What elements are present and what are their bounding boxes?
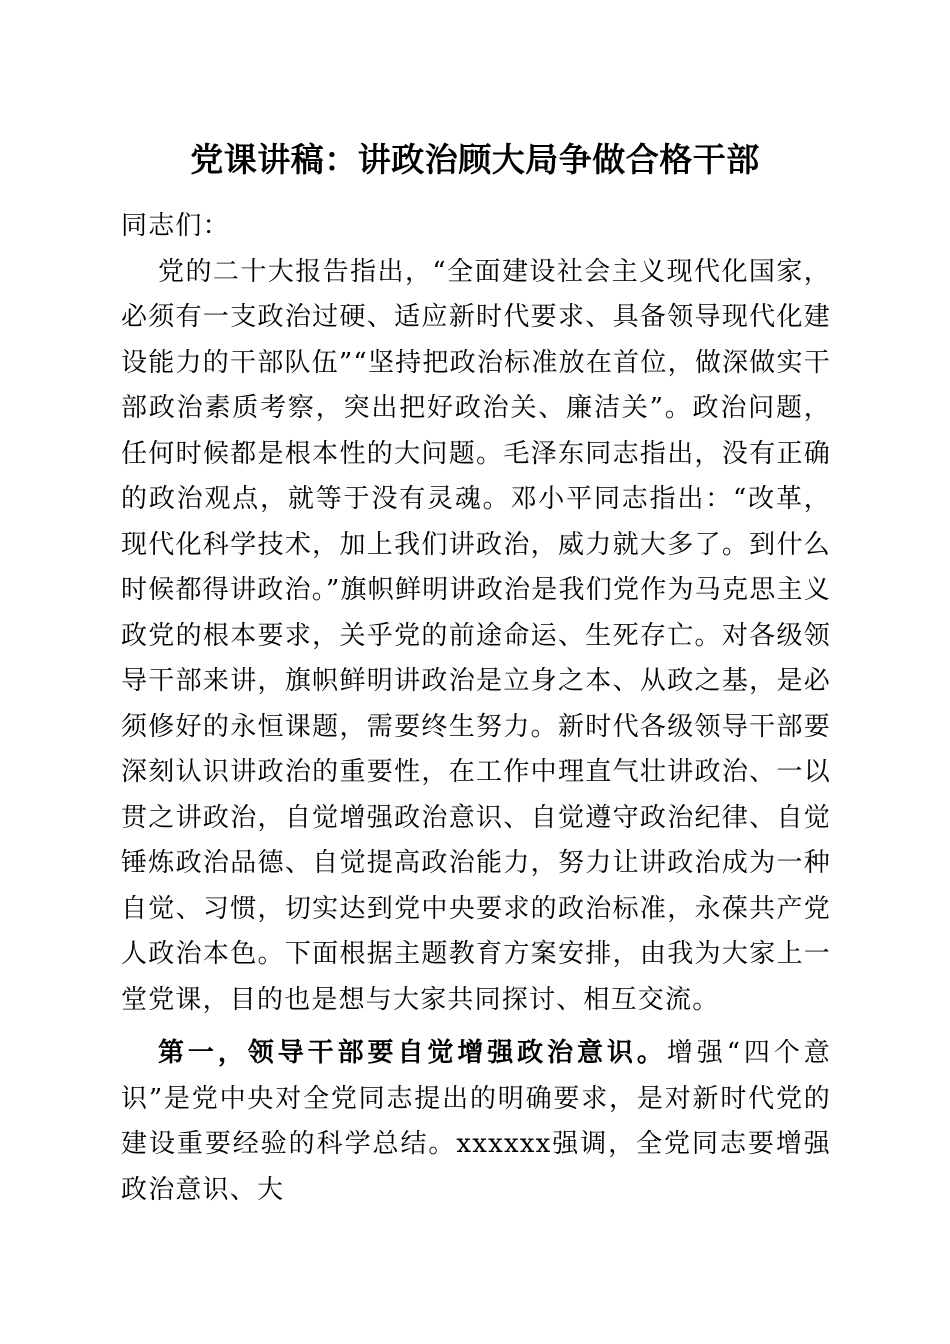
paragraph-first-point (121, 1031, 831, 1213)
document-title: 党课讲稿：讲政治顾大局争做合格干部 (190, 140, 760, 179)
paragraph-lead-heading: 第一，领导干部要自觉增强政治意识。 (158, 1038, 667, 1068)
paragraph-first-point-text: 增强“四个意识”是党中央对全党同志提出的明确要求，是对新时代党的建设重要经验的科学总结。xxxxxx强调，全党同志要增强政治意识、大 (121, 1038, 831, 1205)
document-body (121, 204, 831, 1213)
salutation: 同志们： (121, 211, 230, 241)
paragraph-intro-text: 党的二十大报告指出，“全面建设社会主义现代化国家，必须有一支政治过硬、适应新时代要求、具备领导现代化建设能力的干部队伍”“坚持把政治标准放在首位，做深做实干部政治素质考察，突出把好政治关、廉洁关”。政治问题，任何时候都是根本性的大问题。毛泽东同志指出，没有正确的政治观点，就等于没有灵魂。邓小平同志指出：“改革，现代化科学技术，加上我们讲政治，威力就大多了。到什么时候都得讲政治。”旗帜鲜明讲政治是我们党作为马克思主义政党的根本要求，关乎党的前途命运、生死存亡。对各级领导干部来讲，旗帜鲜明讲政治是立身之本、从政之基，是必须修好的永恒课题，需要终生努力。新时代各级领导干部要深刻认识讲政治的重要性，在工作中理直气壮讲政治、一以贯之讲政治，自觉增强政治意识、自觉遵守政治纪律、自觉锤炼政治品德、自觉提高政治能力，努力让讲政治成为一种自觉、习惯，切实达到党中央要求的政治标准，永葆共产党人政治本色。下面根据主题教育方案安排，由我为大家上一堂党课，目的也是想与大家共同探讨、相互交流。 (121, 256, 831, 1015)
paragraph-intro (121, 250, 831, 1024)
